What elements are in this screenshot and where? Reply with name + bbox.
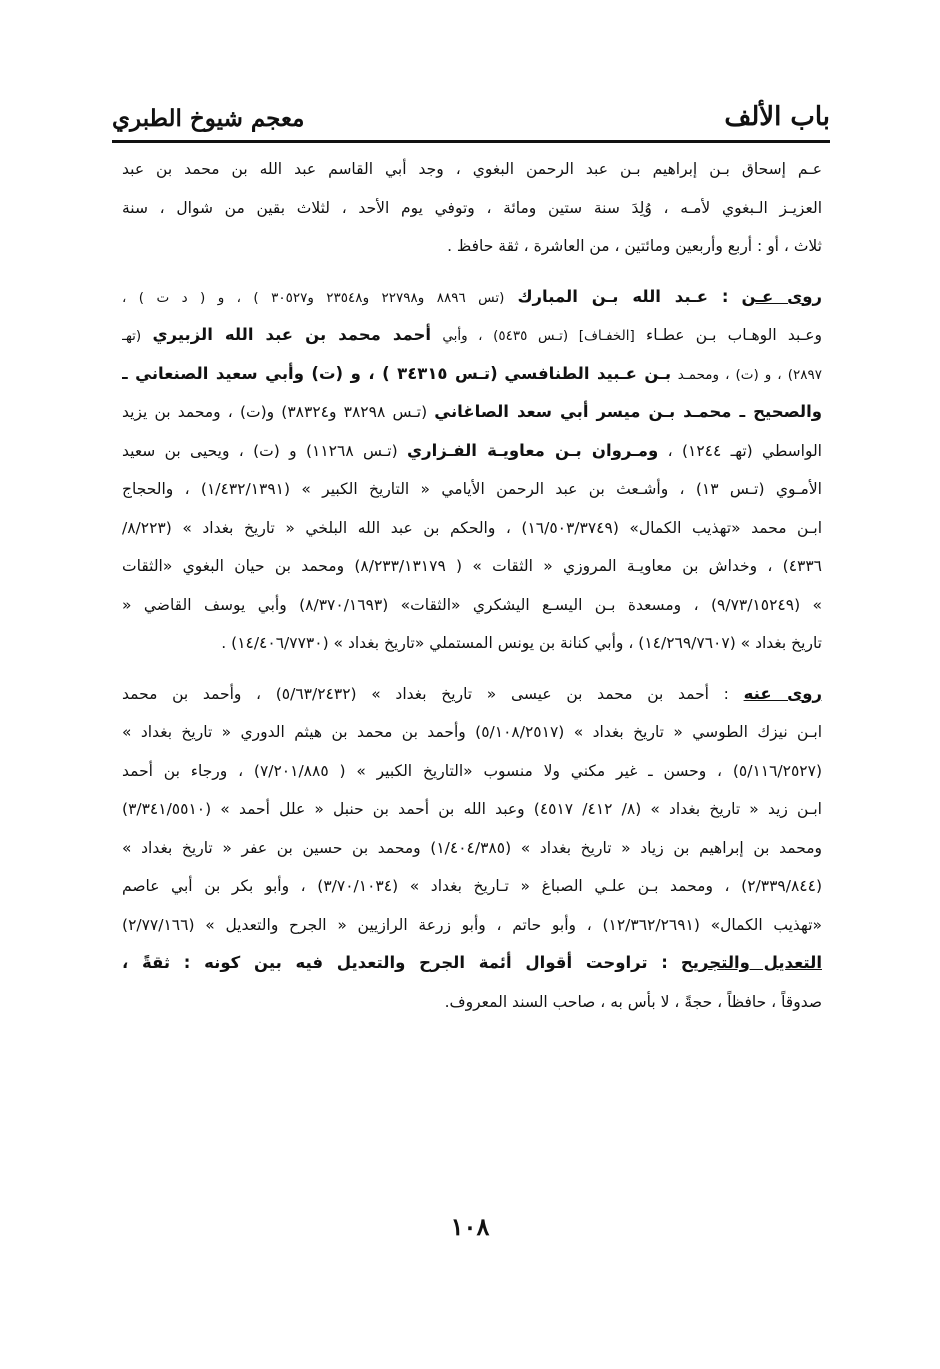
reference: (تهـ (122, 328, 142, 344)
page-header (112, 92, 830, 132)
text-line (122, 316, 822, 355)
text-line: تاريخ بغداد » (١٤/٢٦٩/٧٦٠٧) ، وأبي كنانة بن يونس المستملي «تاريخ بغداد » (١٤/٤٠٦/٧٧٣٠) . (221, 634, 822, 652)
text-line: ابـن نيزك الطوسي « تاريخ بغداد » (٥/١٠٨/٢٥١٧) وأحمد بن محمد بن هيثم الدوري « تاريخ بغداد » (122, 723, 822, 741)
narrator-name: أحمد محمد بن عبد الله الزبيري (152, 325, 432, 344)
section-label: التعديل والتجريح (680, 953, 822, 972)
reference: ٢٨٩٧) ، و (ت) ، ومحمـد (677, 366, 822, 383)
narrator-name: والصحيح ـ محمـد بـن ميسر أبي سعد الصاغاني (434, 402, 822, 421)
text-line: ثلاث ، أو : أربع وأربعين ومائتين ، من العاشرة ، ثقة حافظ . (447, 237, 822, 255)
text-span: : أحمد بن محمد بن عيسى « تاريخ بغداد » (٥/٦٣/٢٤٣٢) ، وأحمد بن محمد (122, 684, 729, 703)
text-line: (٥/١١٦/٢٥٢٧) ، وحسن ـ غير مكني ولا منسوب «التاريخ الكبير » ( ٧/٢٠١/٨٨٥) ، ورجاء بن أحمد (122, 761, 822, 780)
text-span: الواسطي (تهـ ١٢٤٤) ، (667, 441, 822, 460)
section-label: روى عنه (743, 683, 822, 703)
reference: (تس ٨٨٩٦ و٢٢٧٩٨ و٢٣٥٤٨ و٣٠٥٢٧ ) ، و ( د ت ) ، (122, 289, 505, 306)
page-number: ١٠٨ (450, 1212, 490, 1241)
text-line: ابـن زيد « تاريخ بغداد » (٨/ ٤١٢/ ٤٥١٧) وعبد الله بن أحمد بن حنبل « علل أحمد » (٣/٣٤١/٥٥١٠) (122, 800, 822, 818)
text-line: ومحمد بن إبراهيم بن زياد « تاريخ بغداد » (١/٤٠٤/٣٨٥) ومحمد بن حسين بن عفر « تاريخ بغداد » (122, 838, 822, 857)
book-title: معجم شيوخ الطبري (112, 105, 305, 132)
text-line (122, 944, 822, 983)
text-line (122, 432, 822, 471)
narrator-name: : عـبد الله بـن المبارك (517, 286, 729, 306)
text-line (122, 278, 822, 317)
text-line: (٢/٣٣٩/٨٤٤) ، ومحمد بـن علـي الصباغ « تـاريخ بغداد » (٣/٧٠/١٠٣٤) ، وأبو بكر بن أبي عاصم (122, 877, 822, 895)
text-span: : تراوحت أقوال أئمة الجرح والتعديل فيه بين كونه : ثقةً ، (122, 953, 668, 972)
text-line: الأمـوي (تـس ١٣) ، وأشـعث بن عبد الرحمن الأيامي « التاريخ الكبير » (١/٤٣٢/١٣٩١) ، والحجاج (122, 480, 822, 498)
text-line: ٤٣٣٦) ، وخداش بن معاويـة المروزي « الثقات » ( ٨/٢٣٣/١٣١٧٩) ومحمد بن حيان البغوي «الثقات (122, 557, 822, 575)
text-line (122, 393, 822, 432)
text-line (122, 675, 822, 714)
reference: [الخفـاف] (تـس ٥٤٣٥) ، وأبي (442, 328, 635, 344)
narrated-by-section (122, 675, 822, 945)
text-span: وعـبد الوهـاب بـن عطـاء (646, 326, 822, 344)
text-span: (تـس ٣٨٢٩٨ و٣٨٣٢٤) و(ت) ، ومحمد بن يزيد (122, 403, 428, 421)
narrator-name: ومـروان بـن معاويـة الفـزاري (407, 440, 659, 460)
narrator-name: (تـس ٣٤٣١٥ ) ، و (ت) وأبي سعيد الصنعاني ـ (122, 363, 498, 383)
biography-paragraph (122, 150, 822, 266)
text-line: «تهذيب الكمال» (١٢/٣٦٢/٢٦٩١) ، وأبو حاتم ، وأبو زرعة الرازيين « الجرح والتعديل » (٢/٧٧/١٦٦) (122, 915, 822, 934)
section-label: روى عـن (741, 286, 822, 306)
header-rule (112, 140, 830, 143)
page-body (122, 150, 822, 1021)
text-line: » (٩/٧٣/١٥٢٤٩) ، ومسعدة بـن اليسـع اليشكري «الثقات» (٨/٣٧٠/١٦٩٣) وأبي يوسف القاضي « (122, 595, 822, 614)
text-line: ابـن محمد «تهذيب الكمال» (١٦/٥٠٣/٣٧٤٩) ، والحكم بن عبد الله البلخي « تاريخ بغداد » (٨/٢٢٣/ (122, 518, 822, 537)
text-line: العزيـز الـبغوي لأمـه ، وُلِدَ سنة ستين ومائة ، وتوفي يوم الأحد ، لثلاث بقين من شوال ، سنة (122, 198, 822, 217)
text-line: صدوقاً ، حافظاً ، حجةً ، لا بأس به ، صاحب السند المعروف. (444, 992, 822, 1011)
narrator-name: بـن عـبيد الطنافسي (504, 363, 672, 383)
text-span: (تـس ١١٢٦٨) و (ت) ، ويحيى بن سعيد (122, 441, 398, 460)
chapter-title: باب الألف (724, 102, 830, 132)
text-line: عـم إسحاق بـن إبراهيم بـن عبد الرحمن البغوي ، وجد أبي القاسم عبد الله بن محمد بن عبد (122, 160, 822, 178)
grading-section (122, 944, 822, 1021)
text-line (122, 355, 822, 394)
narrated-from-section (122, 278, 822, 663)
